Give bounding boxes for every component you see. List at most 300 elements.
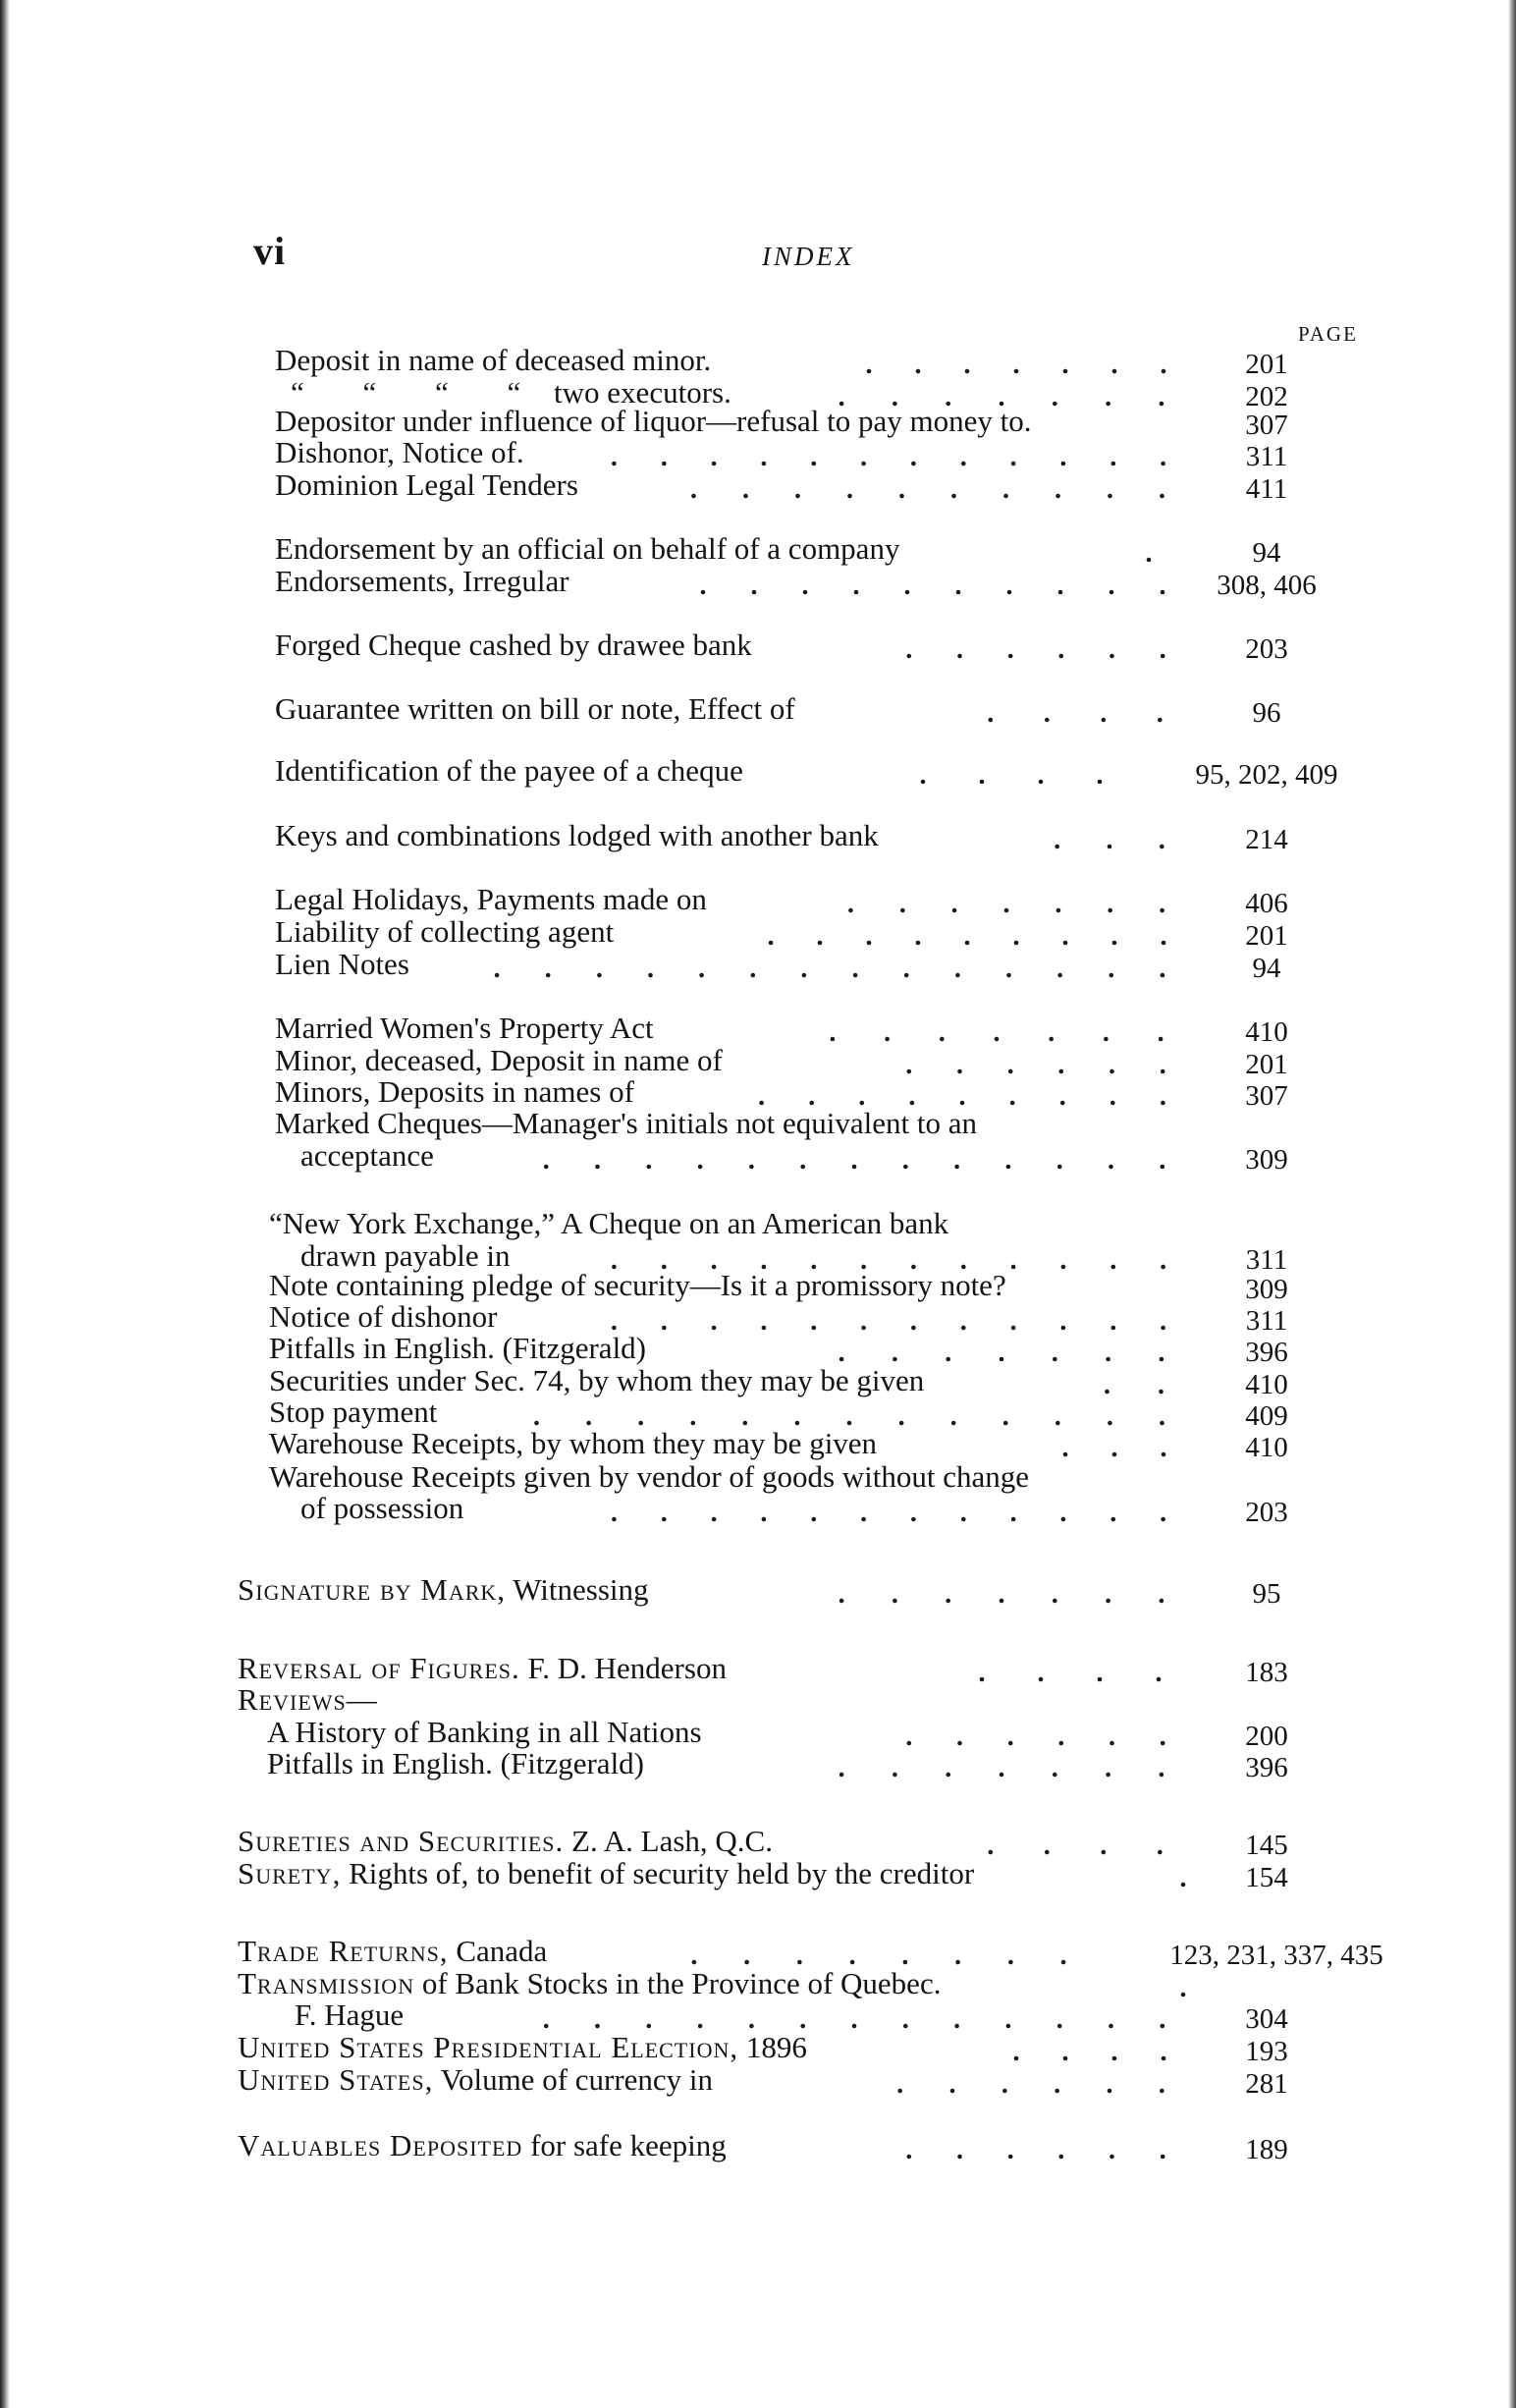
leader-dot	[812, 1326, 817, 1331]
dot-leader	[736, 1075, 1188, 1109]
dot-leader	[677, 565, 1188, 598]
leader-dot	[662, 1326, 667, 1331]
leader-dot	[701, 590, 706, 595]
leader-dot	[1063, 1452, 1068, 1457]
page-column-label: PAGE	[1298, 322, 1358, 346]
leader-dot	[691, 494, 696, 499]
leader-dot	[861, 1326, 866, 1331]
entry-text: Warehouse Receipts, by whom they may be given	[269, 1426, 878, 1460]
leader-dot	[965, 941, 970, 946]
leader-dot	[1011, 1326, 1016, 1331]
entry-text: Pitfalls in English. (Fitzgerald)	[267, 1746, 645, 1780]
leader-dot	[762, 462, 767, 466]
leader-dot	[1161, 2155, 1165, 2160]
entry-page: 96	[1252, 697, 1281, 729]
leader-dot	[751, 973, 756, 978]
leader-dot	[955, 973, 960, 978]
leader-dot	[946, 1773, 950, 1778]
leader-dot	[956, 590, 961, 595]
entry-text: Endorsement by an official on behalf of a company	[275, 531, 900, 566]
leader-dot	[1112, 1452, 1117, 1457]
leader-dot	[904, 973, 909, 978]
leader-dot	[812, 462, 817, 466]
index-entry	[0, 1331, 1516, 1368]
leader-dot	[809, 1101, 814, 1106]
leader-dot	[1161, 1069, 1165, 1074]
leader-dot	[1108, 908, 1112, 913]
entry-heading: Valuables Deposited	[238, 2128, 523, 2162]
leader-dot	[1011, 1517, 1016, 1522]
leader-dot	[698, 2024, 703, 2029]
leader-dot	[1056, 1421, 1060, 1426]
entry-text: United States Presidential Election, 1896	[238, 2030, 807, 2064]
leader-dot	[1000, 1773, 1004, 1778]
entry-heading: United States Presidential Election,	[238, 2030, 739, 2064]
entry-text: Surety, Rights of, to benefit of security held by the creditor	[238, 1856, 975, 1890]
entry-text: Notice of dishonor	[269, 1299, 498, 1334]
index-entry	[0, 1426, 1516, 1463]
entry-page: 123, 231, 337, 435	[1169, 1940, 1383, 1971]
entry-heading: Transmission	[238, 1966, 415, 2000]
entry-heading: Reviews—	[238, 1682, 378, 1717]
leader-dot	[1004, 908, 1009, 913]
index-entry	[0, 1715, 1516, 1752]
entry-text: A History of Banking in all Nations	[267, 1715, 702, 1749]
leader-dot	[534, 1421, 539, 1426]
dot-leader	[471, 948, 1188, 981]
leader-dot	[903, 1960, 908, 1965]
leader-dot	[951, 1421, 956, 1426]
entry-text: Identification of the payee of a cheque	[275, 753, 743, 788]
leader-dot	[852, 1165, 857, 1170]
leader-dot	[1057, 2024, 1062, 2029]
leader-dot	[1059, 654, 1064, 659]
index-entry	[0, 947, 1516, 984]
leader-dot	[1108, 845, 1112, 849]
leader-dot	[743, 494, 748, 499]
index-entry	[0, 914, 1516, 952]
leader-dot	[1157, 1677, 1162, 1682]
leader-dot	[812, 1517, 817, 1522]
leader-dot	[1159, 1037, 1164, 1042]
leader-dot	[961, 1326, 966, 1331]
leader-dot	[1056, 494, 1060, 499]
leader-dot	[1111, 1326, 1116, 1331]
leader-dot	[1110, 654, 1114, 659]
dot-leader	[884, 1716, 1188, 1749]
index-entry	[0, 435, 1516, 472]
leader-dot	[1098, 780, 1103, 785]
dot-leader	[815, 1332, 1188, 1365]
entry-page: 410	[1245, 1369, 1288, 1400]
leader-dot	[1105, 1390, 1110, 1395]
leader-dot	[899, 1421, 904, 1426]
entry-page: 203	[1245, 633, 1288, 665]
dot-leader	[884, 629, 1188, 662]
leader-dot	[1160, 1357, 1164, 1362]
entry-page: 307	[1245, 410, 1288, 441]
dot-leader	[992, 2031, 1188, 2064]
leader-dot	[662, 462, 667, 466]
leader-dot	[1106, 1773, 1110, 1778]
index-entry	[0, 1074, 1516, 1112]
dot-leader	[511, 1396, 1188, 1429]
entry-page: 214	[1245, 824, 1288, 855]
entry-page: 201	[1245, 920, 1288, 952]
leader-dot	[1000, 1599, 1004, 1604]
leader-dot	[743, 1421, 748, 1426]
leader-dot	[897, 2089, 902, 2094]
leader-dot	[803, 590, 808, 595]
leader-dot	[1161, 973, 1165, 978]
leader-dot	[899, 494, 904, 499]
leader-dot	[762, 1517, 767, 1522]
entry-page: 309	[1245, 1274, 1288, 1305]
leader-dot	[759, 1101, 764, 1106]
leader-dot	[1108, 2089, 1112, 2094]
leader-dot	[1161, 654, 1165, 659]
leader-dot	[916, 369, 921, 374]
entry-page: 201	[1245, 349, 1288, 380]
entry-text: Depositor under influence of liquor—refusal to pay money to.	[275, 404, 1032, 438]
dot-leader	[844, 344, 1188, 377]
leader-dot	[712, 462, 717, 466]
leader-dot	[1160, 1421, 1164, 1426]
index-entry	[0, 1268, 1516, 1305]
leader-dot	[1162, 941, 1166, 946]
leader-dot	[648, 973, 653, 978]
leader-dot	[1162, 2056, 1166, 2061]
leader-dot	[893, 1357, 897, 1362]
dot-leader	[805, 1012, 1188, 1045]
leader-dot	[647, 2024, 652, 2029]
index-entry	[0, 691, 1516, 729]
leader-dot	[1057, 1165, 1062, 1170]
index-entry	[0, 1207, 1516, 1240]
dot-leader	[668, 1935, 1090, 1968]
entry-page: 311	[1245, 1244, 1288, 1276]
leader-dot	[691, 1421, 696, 1426]
running-head: INDEX	[762, 242, 855, 271]
leader-dot	[1161, 1741, 1165, 1746]
leader-dot	[831, 1037, 836, 1042]
entry-text: Liability of collecting agent	[275, 914, 615, 949]
leader-dot	[1106, 1357, 1110, 1362]
index-entry	[0, 467, 1516, 505]
entry-page: 189	[1245, 2134, 1288, 2165]
leader-dot	[893, 1599, 897, 1604]
dot-leader	[589, 1492, 1188, 1525]
leader-dot	[495, 973, 500, 978]
leader-dot	[957, 654, 962, 659]
leader-dot	[795, 1421, 800, 1426]
entry-page: 311	[1245, 1305, 1288, 1337]
leader-dot	[1063, 2056, 1068, 2061]
leader-dot	[1108, 1421, 1112, 1426]
leader-dot	[1039, 780, 1044, 785]
leader-dot	[1161, 590, 1165, 595]
leader-dot	[905, 590, 910, 595]
index-entry	[0, 1683, 1516, 1717]
leader-dot	[893, 1773, 897, 1778]
leader-dot	[1112, 2056, 1117, 2061]
leader-dot	[1008, 654, 1013, 659]
entry-text	[238, 1683, 378, 1717]
leader-dot	[1110, 1741, 1114, 1746]
leader-dot	[1011, 462, 1016, 466]
page-number: vi	[253, 229, 287, 273]
index-entry	[0, 531, 1516, 569]
leader-dot	[647, 1165, 652, 1170]
dot-leader	[746, 915, 1188, 949]
entry-text: Sureties and Securities. Z. A. Lash, Q.C.	[238, 1824, 773, 1858]
index-entry	[0, 2062, 1516, 2100]
index-entry	[0, 564, 1516, 601]
entry-text: Trade Returns, Canada	[238, 1934, 548, 1968]
entry-text: Married Women's Property Act	[275, 1011, 654, 1045]
entry-text: Dominion Legal Tenders	[275, 467, 578, 502]
leader-dot	[1059, 1069, 1064, 1074]
leader-dot	[852, 2024, 857, 2029]
entry-text: acceptance	[300, 1138, 434, 1173]
leader-dot	[546, 973, 551, 978]
leader-dot	[1006, 973, 1011, 978]
entry-text: Note containing pledge of security—Is it a promissory note?	[269, 1268, 1006, 1302]
entry-text: Deposit in name of deceased minor.	[275, 343, 712, 377]
leader-dot	[1055, 2089, 1059, 2094]
leader-dot	[762, 1326, 767, 1331]
leader-dot	[749, 1165, 754, 1170]
leader-dot	[797, 1960, 802, 1965]
leader-dot	[595, 2024, 600, 2029]
index-entry	[0, 1299, 1516, 1337]
leader-dot	[795, 494, 800, 499]
leader-dot	[749, 2024, 754, 2029]
leader-dot	[612, 1517, 617, 1522]
leader-dot	[1162, 369, 1166, 374]
leader-dot	[1109, 1165, 1113, 1170]
leader-dot	[847, 494, 852, 499]
leader-dot	[544, 2024, 549, 2029]
entry-page: 307	[1245, 1080, 1288, 1112]
entry-text: Minors, Deposits in names of	[275, 1074, 634, 1109]
leader-dot	[1014, 941, 1019, 946]
leader-dot	[910, 1101, 915, 1106]
leader-dot	[957, 1741, 962, 1746]
leader-dot	[1014, 369, 1019, 374]
entry-text: Stop payment	[269, 1395, 438, 1429]
leader-dot	[800, 1165, 805, 1170]
entry-page: 203	[1245, 1497, 1288, 1528]
leader-dot	[847, 1421, 852, 1426]
index-entry	[0, 2128, 1516, 2165]
leader-dot	[1162, 1452, 1166, 1457]
leader-dot	[867, 941, 872, 946]
index-entry	[0, 1363, 1516, 1400]
index-entry	[0, 1856, 1516, 1893]
leader-dot	[1098, 1677, 1103, 1682]
leader-dot	[752, 590, 757, 595]
leader-dot	[1181, 1993, 1186, 1998]
leader-dot	[853, 973, 858, 978]
leader-dot	[1110, 590, 1114, 595]
index-entry	[0, 343, 1516, 380]
dot-leader	[962, 692, 1188, 726]
leader-dot	[921, 780, 926, 785]
entry-page: 202	[1245, 381, 1288, 412]
index-entry	[0, 1138, 1516, 1176]
leader-dot	[1112, 941, 1117, 946]
dot-leader	[815, 1573, 1188, 1607]
leader-dot	[1160, 845, 1164, 849]
leader-dot	[1039, 1677, 1044, 1682]
entry-text: Reversal of Figures. F. D. Henderson	[238, 1651, 727, 1685]
leader-dot	[1158, 1850, 1163, 1855]
entry-page: 309	[1245, 1144, 1288, 1176]
leader-dot	[1160, 1773, 1164, 1778]
leader-dot	[850, 1960, 855, 1965]
entry-page: 396	[1245, 1337, 1288, 1368]
leader-dot	[980, 1677, 985, 1682]
entry-text: Signature by Mark, Witnessing	[238, 1572, 649, 1607]
entry-page: 193	[1245, 2036, 1288, 2067]
leader-dot	[885, 1037, 890, 1042]
entry-text: Forged Cheque cashed by drawee bank	[275, 628, 752, 662]
leader-dot	[989, 1850, 994, 1855]
entry-text: Lien Notes	[275, 947, 409, 981]
leader-dot	[1006, 1165, 1011, 1170]
leader-dot	[940, 1037, 945, 1042]
dot-leader	[589, 436, 1188, 469]
entry-text: Pitfalls in English. (Fitzgerald)	[269, 1331, 647, 1365]
index-entry	[0, 404, 1516, 441]
leader-dot	[1000, 1357, 1004, 1362]
leader-dot	[1063, 369, 1068, 374]
entry-page: 154	[1245, 1862, 1288, 1893]
entry-text: Valuables Deposited for safe keeping	[238, 2128, 727, 2162]
entry-text: of possession	[300, 1491, 464, 1525]
dot-leader	[825, 883, 1188, 916]
entry-page: 410	[1245, 1016, 1288, 1048]
leader-dot	[1057, 973, 1062, 978]
entry-text: “ “ “ “ two executors.	[291, 375, 731, 410]
leader-dot	[1106, 1599, 1110, 1604]
entry-text: Transmission of Bank Stocks in the Province of Quebec.	[238, 1966, 942, 2000]
index-entry	[0, 1824, 1516, 1861]
leader-dot	[1159, 1390, 1164, 1395]
dot-leader	[520, 1998, 1188, 2032]
dot-leader	[520, 1139, 1188, 1173]
dot-leader	[668, 468, 1188, 502]
dot-leader	[874, 2063, 1188, 2097]
leader-dot	[1111, 1517, 1116, 1522]
leader-dot	[1161, 462, 1165, 466]
index-entry	[0, 1395, 1516, 1432]
index-entry	[0, 753, 1516, 791]
leader-dot	[1010, 1101, 1015, 1106]
leader-dot	[957, 1069, 962, 1074]
entry-heading: Reversal of Figures.	[238, 1651, 520, 1685]
leader-dot	[950, 2089, 955, 2094]
entry-page: 281	[1245, 2068, 1288, 2100]
entry-page: 95	[1252, 1578, 1281, 1610]
leader-dot	[907, 1741, 912, 1746]
leader-dot	[1006, 2024, 1011, 2029]
entry-page: 396	[1245, 1752, 1288, 1783]
entry-page: 95, 202, 409	[1195, 759, 1338, 791]
leader-dot	[1161, 1165, 1165, 1170]
index-entry	[0, 628, 1516, 665]
leader-dot	[911, 1326, 916, 1331]
leader-dot	[1063, 941, 1068, 946]
leader-dot	[957, 2155, 962, 2160]
dot-leader	[884, 1044, 1188, 1077]
dot-leader	[1031, 819, 1188, 852]
leader-dot	[1007, 590, 1012, 595]
leader-dot	[900, 908, 905, 913]
entry-page: 94	[1252, 537, 1281, 569]
leader-dot	[907, 1069, 912, 1074]
entry-text: Keys and combinations lodged with another bank	[275, 818, 879, 852]
index-entry	[0, 1107, 1516, 1140]
entry-heading: Sureties and Securities.	[238, 1824, 565, 1858]
leader-dot	[1147, 558, 1152, 563]
leader-dot	[1049, 1037, 1054, 1042]
leader-dot	[586, 1421, 591, 1426]
leader-dot	[954, 1165, 959, 1170]
leader-dot	[1111, 462, 1116, 466]
leader-dot	[961, 462, 966, 466]
entry-page: 410	[1245, 1432, 1288, 1463]
leader-dot	[952, 908, 957, 913]
index-entry	[0, 1998, 1516, 2035]
leader-dot	[989, 718, 994, 723]
leader-dot	[1008, 1069, 1013, 1074]
leader-dot	[1055, 845, 1059, 849]
leader-dot	[1008, 1741, 1013, 1746]
leader-dot	[1008, 1960, 1013, 1965]
dot-leader	[952, 1652, 1188, 1685]
leader-dot	[848, 908, 853, 913]
leader-dot	[544, 1165, 549, 1170]
leader-dot	[1108, 494, 1112, 499]
leader-dot	[961, 1517, 966, 1522]
leader-dot	[965, 369, 970, 374]
index-entry	[0, 818, 1516, 855]
index-entry	[0, 1011, 1516, 1048]
entry-heading: United States,	[238, 2062, 434, 2097]
entry-page: 304	[1245, 2003, 1288, 2035]
leader-dot	[903, 2024, 908, 2029]
leader-dot	[712, 1326, 717, 1331]
leader-dot	[1109, 2024, 1113, 2029]
leader-dot	[1102, 1850, 1107, 1855]
entry-page: 409	[1245, 1400, 1288, 1432]
entry-page: 406	[1245, 888, 1288, 919]
leader-dot	[955, 1960, 960, 1965]
leader-dot	[712, 1517, 717, 1522]
entry-text: F. Hague	[295, 1998, 405, 2032]
index-entry	[0, 1460, 1516, 1494]
dot-leader	[589, 1300, 1188, 1334]
leader-dot	[1053, 1357, 1057, 1362]
leader-dot	[638, 1421, 643, 1426]
leader-dot	[1161, 1517, 1165, 1522]
leader-dot	[1061, 1960, 1066, 1965]
leader-dot	[1160, 2089, 1164, 2094]
leader-dot	[995, 1037, 1000, 1042]
leader-dot	[1102, 718, 1107, 723]
